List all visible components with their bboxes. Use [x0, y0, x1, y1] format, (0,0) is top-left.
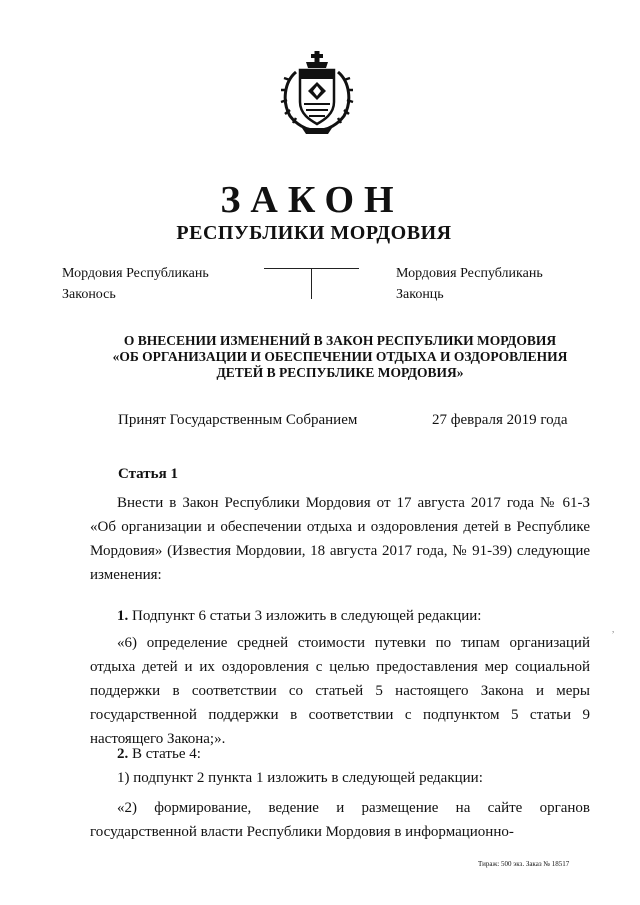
header-right-line-2: Законць: [396, 287, 444, 302]
item-1: [117, 604, 481, 628]
print-run-footer: Тираж: 500 экз. Заказ № 18517: [478, 860, 570, 868]
item-1-text: Подпункт 6 статьи 3 изложить в следующей редакции:: [128, 608, 482, 624]
item-2-subitem: 1) подпункт 2 пункта 1 изложить в следующей редакции:: [117, 770, 483, 786]
law-title-line-1: О ВНЕСЕНИИ ИЗМЕНЕНИЙ В ЗАКОН РЕСПУБЛИКИ МОРДОВИЯ: [123, 333, 557, 348]
item-2-text: В статье 4:: [128, 746, 201, 762]
intro-paragraph: Внести в Закон Республики Мордовия от 17 августа 2017 года № 61-З «Об организации и обеспечении отдыха и оздоровления детей в Республике Мордовия» (Известия Мордовии, 18 августа 2017 года, № 91-39) следующие изменения:: [90, 495, 590, 583]
law-title-line-2: «ОБ ОРГАНИЗАЦИИ И ОБЕСПЕЧЕНИИ ОТДЫХА И ОЗДОРОВЛЕНИЯ: [112, 349, 568, 364]
article-heading: Статья 1: [118, 466, 178, 482]
header-left-line-1: Мордовия Республикань: [62, 266, 209, 281]
coat-of-arms-emblem: [276, 50, 358, 136]
header-right-line-1: Мордовия Республикань: [396, 266, 543, 281]
item-2-quote: «2) формирование, ведение и размещение на сайте органов государственной власти Республики Мордовия в информационно-: [90, 800, 590, 840]
document-subtitle: РЕСПУБЛИКИ МОРДОВИЯ: [176, 222, 452, 244]
margin-mark: ,: [612, 624, 615, 634]
item-2-number: 2.: [117, 746, 129, 762]
header-divider-vertical: [311, 268, 312, 299]
header-right-text: [396, 263, 543, 305]
adopted-date: 27 февраля 2019 года: [432, 412, 568, 428]
item-2: [117, 742, 201, 766]
item-1-number: 1.: [117, 608, 129, 624]
header-left-text: [62, 263, 209, 305]
law-title-line-3: ДЕТЕЙ В РЕСПУБЛИКЕ МОРДОВИЯ»: [216, 365, 464, 380]
document-title: ЗАКОН: [220, 179, 404, 221]
header-left-line-2: Законось: [62, 287, 116, 302]
law-title: [100, 333, 580, 381]
item-1-quote: «6) определение средней стоимости путевки по типам организаций отдыха детей и их оздоровления с целью предоставления мер социальной поддержки в соответствии со статьей 5 настоящего Закона и меры государственной поддержки в соответствии с подпунктом 5 статьи 9 настоящего Закона;».: [90, 635, 590, 747]
adopted-by: Принят Государственным Собранием: [118, 412, 358, 428]
